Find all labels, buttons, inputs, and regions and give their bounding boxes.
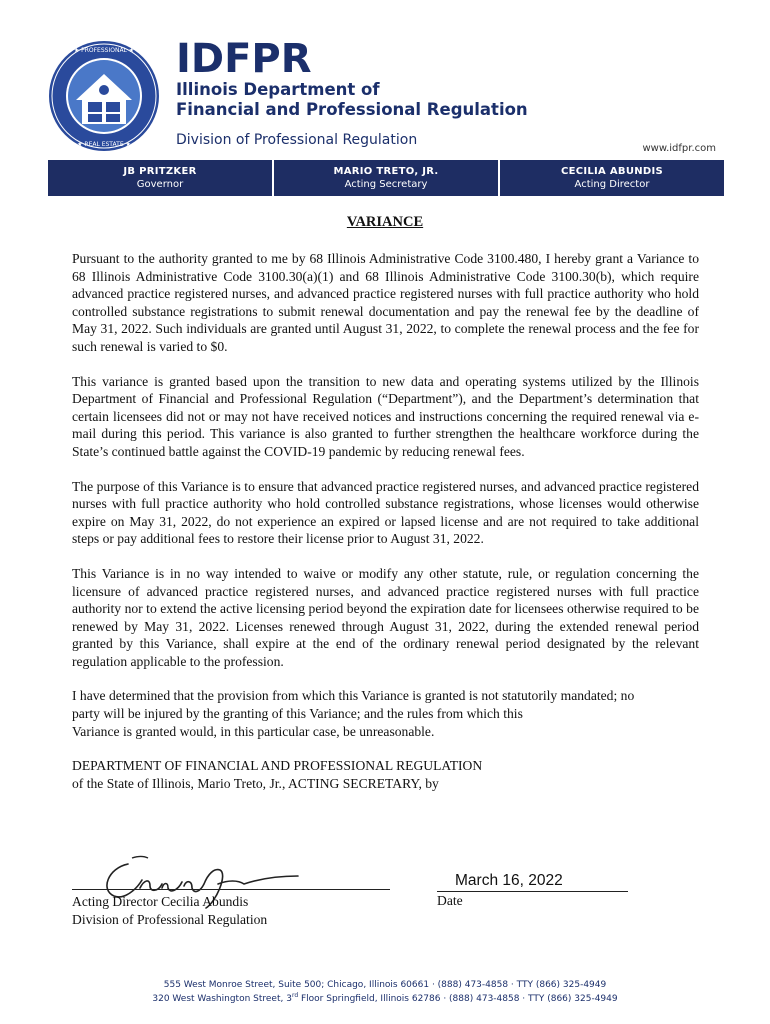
official-secretary xyxy=(274,160,500,196)
signer-division: Division of Professional Regulation xyxy=(72,912,268,927)
signer-block xyxy=(72,893,267,929)
determination-line: party will be injured by the granting of this Variance; and the rules from which this xyxy=(72,706,523,722)
document-body xyxy=(72,250,699,809)
signer-title: Acting Director Cecilia Abundis xyxy=(72,894,249,909)
website-link[interactable]: www.idfpr.com xyxy=(642,143,716,154)
official-title: Acting Secretary xyxy=(344,179,428,190)
official-title: Acting Director xyxy=(574,179,650,190)
paragraph-scope: This Variance is in no way intended to waive or modify any other statute, rule, or regulation concerning the licensure of advanced practice registered nurses, and advanced practice registered nurses with full practice authority nor to extend the active licensing period beyond the expiration date for licensees otherwise required to be renewed by May 31, 2022. Licenses renewed through August 31, 2022, during the extended renewal period granted by this Variance, shall expire at the end of the ordinary renewal period designated by the relevant regulation applicable to the profession. xyxy=(72,565,699,669)
department-brand xyxy=(176,38,528,120)
official-name: JB PRITZKER xyxy=(123,166,197,177)
signature-line xyxy=(72,889,390,890)
signoff-line: of the State of Illinois, Mario Treto, Jr., ACTING SECRETARY, by xyxy=(72,775,439,791)
paragraph-authority: Pursuant to the authority granted to me by 68 Illinois Administrative Code 3100.480, I hereby grant a Variance to 68 Illinois Administrative Code 3100.30(a)(1) and 68 Illinois Administrative Code 3100.30(b), which require advanced practice registered nurses, and advanced practice registered nurses with full practice authority who hold controlled substance registrations to submit renewal documentation and pay the renewal fee by the deadline of May 31, 2022. Such individuals are granted until August 31, 2022, to complete the renewal process and the fee for such renewal is varied to $0. xyxy=(72,251,699,354)
dept-name-line2: Financial and Professional Regulation xyxy=(176,100,528,119)
footer-address-springfield xyxy=(0,992,770,1006)
paragraph-basis: This variance is granted based upon the transition to new data and operating systems utilized by the Illinois Department of Financial and Professional Regulation (“Department”), and the Department’s determination that certain licensees did not or may not have received notices and instructions concerning the required renewal via e-mail during this period. This variance is also granted to further strengthen the healthcare workforce during the State’s continued battle against the COVID-19 pandemic by reducing renewal fees. xyxy=(72,373,699,459)
date-value: March 16, 2022 xyxy=(455,872,563,889)
division-name: Division of Professional Regulation xyxy=(176,132,418,148)
dept-name-line1: Illinois Department of xyxy=(176,80,380,99)
brand-acronym: IDFPR xyxy=(176,36,312,82)
paragraph-determination xyxy=(72,687,699,740)
footer-addresses xyxy=(0,978,770,1006)
date-label: Date xyxy=(437,893,463,908)
footer-address-part: 320 West Washington Street, 3 xyxy=(152,994,292,1004)
svg-text:★ REAL ESTATE ★: ★ REAL ESTATE ★ xyxy=(77,141,131,148)
svg-text:★ PROFESSIONAL ★: ★ PROFESSIONAL ★ xyxy=(73,47,135,54)
determination-line: Variance is granted would, in this particular case, be unreasonable. xyxy=(72,723,435,739)
official-title: Governor xyxy=(136,179,184,190)
paragraph-purpose: The purpose of this Variance is to ensure that advanced practice registered nurses, and advanced practice registered nurses with full practice authority who hold controlled substance registrations, whose licenses would otherwise expire on May 31, 2022, do not experience an expired or lapsed license and are not required to take additional steps or pay additional fees to restore their license prior to August 31, 2022. xyxy=(72,478,699,547)
footer-address-sup: rd xyxy=(291,992,299,999)
officials-bar xyxy=(48,160,724,196)
official-director xyxy=(500,160,724,196)
date-line xyxy=(437,891,628,892)
document-title: VARIANCE xyxy=(346,214,424,230)
official-name: MARIO TRETO, JR. xyxy=(333,166,439,177)
footer-address-part: Floor Springfield, Illinois 62786 · (888) 473-4858 · TTY (866) 325-4949 xyxy=(298,994,618,1004)
footer-address-chicago: 555 West Monroe Street, Suite 500; Chicago, Illinois 60661 · (888) 473-4858 · TTY (866) 325-4949 xyxy=(163,980,607,990)
official-governor xyxy=(48,160,274,196)
idfpr-seal-icon xyxy=(48,40,160,152)
department-signoff xyxy=(72,757,699,792)
determination-line: I have determined that the provision from which this Variance is granted is not statutorily mandated; no xyxy=(72,688,635,704)
official-name: CECILIA ABUNDIS xyxy=(560,166,664,177)
signoff-line: DEPARTMENT OF FINANCIAL AND PROFESSIONAL REGULATION xyxy=(72,758,483,774)
